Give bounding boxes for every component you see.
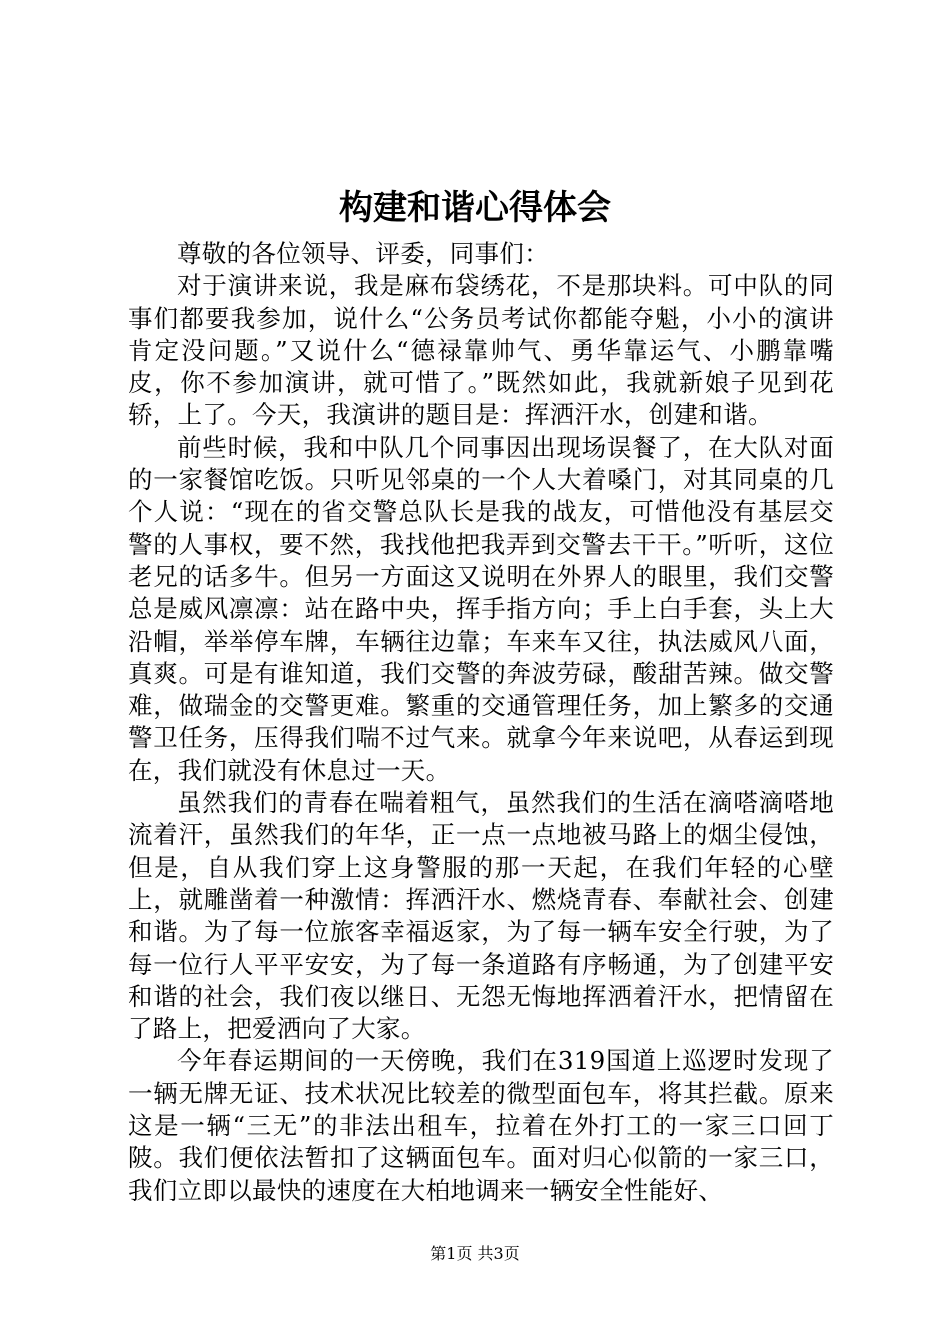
salutation-paragraph: 尊敬的各位领导、评委，同事们： — [177, 239, 549, 268]
body-paragraph: 今年春运期间的一天傍晚，我们在319国道上巡逻时发现了一辆无牌无证、技术状况比较差的微型面包车，将其拦截。原来这是一辆“三无”的非法出租车，拉着在外打工的一家三口回丁陂。我们便依法暂扣了这辆面包车。面对归心似箭的一家三口，我们立即以最快的速度在大柏地调来一辆安全性能好、 — [128, 1046, 834, 1205]
body-paragraph: 对于演讲来说，我是麻布袋绣花，不是那块料。可中队的同事们都要我参加，说什么“公务员考试你都能夺魁，小小的演讲肯定没问题。”又说什么“德禄靠帅气、勇华靠运气、小鹏靠嘴皮，你不参加演讲，就可惜了。”既然如此，我就新娘子见到花轿，上了。今天，我演讲的题目是：挥洒汗水，创建和谐。 — [128, 271, 834, 430]
page-number-footer: 第1页 共3页 — [430, 1244, 520, 1263]
document-title: 构建和谐心得体会 — [339, 188, 611, 228]
body-paragraph: 虽然我们的青春在喘着粗气，虽然我们的生活在滴嗒滴嗒地流着汗，虽然我们的年华，正一点一点地被马路上的烟尘侵蚀，但是，自从我们穿上这身警服的那一天起，在我们年轻的心壁上，就雕凿着一种激情：挥洒汗水、燃烧青春、奉献社会、创建和谐。为了每一位旅客幸福返家，为了每一辆车安全行驶，为了每一位行人平平安安，为了每一条道路有序畅通，为了创建平安和谐的社会，我们夜以继日、无怨无悔地挥洒着汗水，把情留在了路上，把爱洒向了大家。 — [128, 788, 834, 1044]
document-body — [128, 238, 834, 1207]
body-paragraph: 前些时候，我和中队几个同事因出现场误餐了，在大队对面的一家餐馆吃饭。只听见邻桌的一个人大着嗓门，对其同桌的几个人说：“现在的省交警总队长是我的战友，可惜他没有基层交警的人事权，要不然，我找他把我弄到交警去干干。”听听，这位老兄的话多牛。但另一方面这又说明在外界人的眼里，我们交警总是威风凛凛：站在路中央，挥手指方向；手上白手套，头上大沿帽，举举停车牌，车辆往边靠；车来车又往，执法威风八面，真爽。可是有谁知道，我们交警的奔波劳碌，酸甜苦辣。做交警难，做瑞金的交警更难。繁重的交通管理任务，加上繁多的交通警卫任务，压得我们喘不过气来。就拿今年来说吧，从春运到现在，我们就没有休息过一天。 — [128, 432, 834, 785]
